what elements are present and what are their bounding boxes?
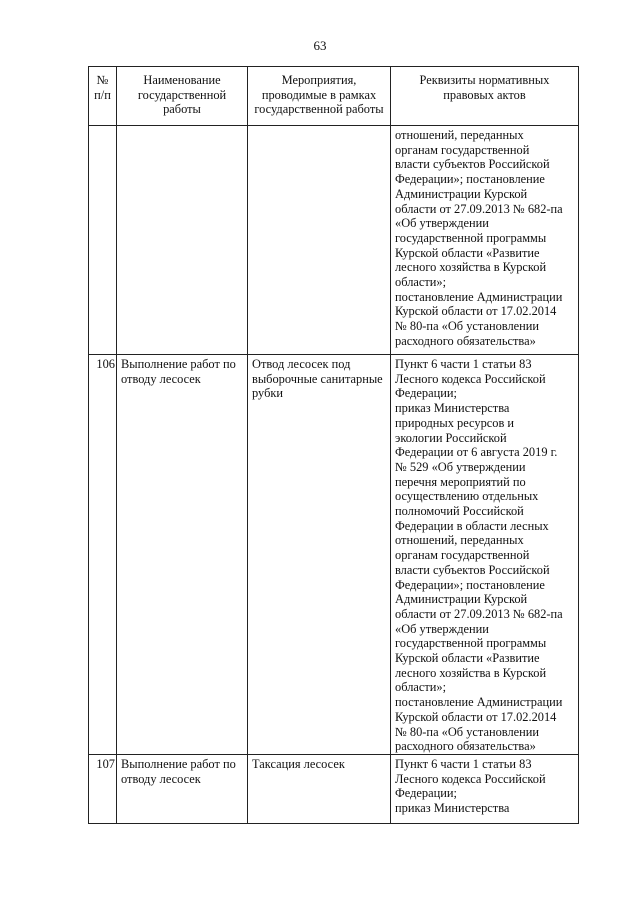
- events-line: Таксация лесосек: [252, 757, 345, 771]
- acts-line: Курской области от 17.02.2014: [395, 304, 557, 319]
- acts-line: Пункт 6 части 1 статьи 83: [395, 757, 532, 771]
- header-name: [117, 67, 248, 126]
- acts-line: № 529 «Об утверждении: [395, 459, 526, 474]
- acts-line: расходного обязательства»: [395, 333, 536, 348]
- acts-line: области»;: [395, 680, 447, 695]
- acts-line: государственной программы: [395, 636, 547, 651]
- acts-line: Лесного кодекса Российской: [395, 771, 546, 786]
- cell-acts: [391, 755, 579, 824]
- acts-line: природных ресурсов и: [395, 415, 515, 430]
- cell-events: [248, 126, 391, 355]
- acts-line: Курской области «Развитие: [395, 245, 540, 260]
- acts-line: приказ Министерства: [395, 801, 510, 816]
- cell-num: [89, 126, 117, 355]
- acts-line: лесного хозяйства в Курской: [395, 665, 547, 680]
- cell-name: [117, 126, 248, 355]
- cell-acts: [391, 126, 579, 355]
- cell-name: [117, 355, 248, 755]
- acts-line: власти субъектов Российской: [395, 562, 550, 577]
- acts-line: перечня мероприятий по: [395, 474, 526, 489]
- acts-line: власти субъектов Российской: [395, 157, 550, 172]
- acts-line: органам государственной: [395, 142, 530, 157]
- cell-events: [248, 355, 391, 755]
- acts-line: Лесного кодекса Российской: [395, 371, 546, 386]
- acts-line: государственной программы: [395, 230, 547, 245]
- acts-line: «Об утверждении: [395, 216, 489, 231]
- header-name-line: Наименование: [143, 73, 221, 87]
- acts-line: Федерации;: [395, 386, 457, 401]
- acts-line: области»;: [395, 275, 447, 290]
- table-row-continuation: [89, 126, 579, 355]
- acts-line: «Об утверждении: [395, 621, 489, 636]
- acts-line: № 80-па «Об установлении: [395, 319, 540, 334]
- acts-line: расходного обязательства»: [395, 739, 536, 754]
- acts-line: приказ Министерства: [395, 401, 510, 416]
- acts-line: лесного хозяйства в Курской: [395, 260, 547, 275]
- acts-line: области от 27.09.2013 № 682-па: [395, 606, 563, 621]
- header-events: [248, 67, 391, 126]
- acts-line: № 80-па «Об установлении: [395, 724, 540, 739]
- table-header-row: [89, 67, 579, 126]
- acts-line: Курской области «Развитие: [395, 651, 540, 666]
- events-line: Отвод лесосек под: [252, 357, 351, 371]
- acts-line: постановление Администрации: [395, 695, 563, 710]
- acts-line: Федерации»; постановление: [395, 172, 545, 187]
- header-events-line: проводимые в рамках: [261, 87, 377, 102]
- header-acts-line: Реквизиты нормативных: [419, 73, 550, 87]
- cell-num: 106: [89, 355, 117, 755]
- acts-line: отношений, переданных: [395, 533, 524, 548]
- acts-line: Администрации Курской: [395, 186, 528, 201]
- header-events-line: Мероприятия,: [281, 73, 357, 87]
- regulatory-table: [88, 66, 579, 824]
- acts-line: Федерации»; постановление: [395, 577, 545, 592]
- page-number: 63: [313, 38, 327, 53]
- header-num-line: п/п: [94, 87, 111, 102]
- acts-line: Федерации;: [395, 786, 457, 801]
- header-events-line: государственной работы: [254, 102, 384, 117]
- cell-events: [248, 755, 391, 824]
- events-line: выборочные санитарные: [252, 371, 383, 386]
- header-num-line: №: [96, 73, 109, 87]
- acts-line: Пункт 6 части 1 статьи 83: [395, 357, 532, 371]
- acts-line: Администрации Курской: [395, 592, 528, 607]
- name-line: Выполнение работ по: [121, 757, 236, 771]
- header-num: [89, 67, 117, 126]
- table-row: [89, 355, 579, 755]
- name-line: Выполнение работ по: [121, 357, 236, 371]
- header-name-line: государственной: [137, 87, 227, 102]
- acts-line: Федерации в области лесных: [395, 518, 549, 533]
- acts-line: Курской области от 17.02.2014: [395, 709, 557, 724]
- cell-acts: [391, 355, 579, 755]
- acts-line: Федерации от 6 августа 2019 г.: [395, 445, 558, 460]
- header-acts-line: правовых актов: [443, 87, 526, 102]
- acts-line: области от 27.09.2013 № 682-па: [395, 201, 563, 216]
- acts-line: экологии Российской: [395, 430, 507, 445]
- name-line: отводу лесосек: [121, 371, 201, 386]
- acts-line: полномочий Российской: [395, 504, 524, 519]
- acts-line: органам государственной: [395, 548, 530, 563]
- acts-line: постановление Администрации: [395, 289, 563, 304]
- events-line: рубки: [252, 386, 284, 401]
- name-line: отводу лесосек: [121, 771, 201, 786]
- acts-line: осуществлению отдельных: [395, 489, 539, 504]
- header-name-line: работы: [163, 102, 201, 117]
- table-row: [89, 755, 579, 824]
- cell-num: 107: [89, 755, 117, 824]
- acts-line: отношений, переданных: [395, 128, 524, 142]
- header-acts: [391, 67, 579, 126]
- cell-name: [117, 755, 248, 824]
